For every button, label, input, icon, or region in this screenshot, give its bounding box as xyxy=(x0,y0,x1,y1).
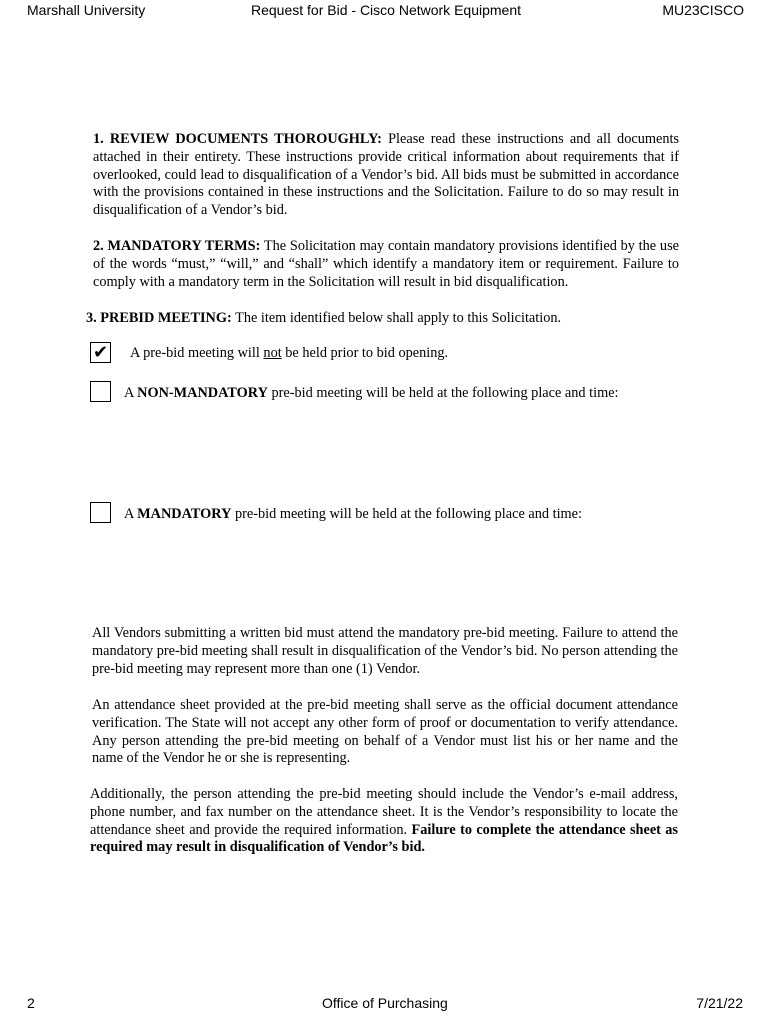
header-title: Request for Bid - Cisco Network Equipment xyxy=(251,2,521,18)
paragraph-additional-info-text: Additionally, the person attending the pre-bid meeting should include the Vendor’s e-mail address, phone number, and fax number on the attendance sheet. It is the Vendor’s responsibility to locate the attendance sheet and provide the required information. xyxy=(90,786,678,838)
page-number: 2 xyxy=(27,995,35,1011)
footer-date: 7/21/22 xyxy=(696,995,743,1011)
option-no-prebid-underlined: not xyxy=(263,345,282,361)
section-review-text: Please read these instructions and all documents attached in their entirety. These instructions provide critical information about requirements that if overlooked, could lead to disqualification of a Vendor’s bid. All bids must be submitted in accordance with the provisions contained in these instructions and the Solicitation. Failure to do so may result in disqualification of a Vendor’s bid. xyxy=(93,131,679,219)
header-left: Marshall University xyxy=(27,2,146,18)
section-review xyxy=(93,131,679,220)
paragraph-attendance-requirement: All Vendors submitting a written bid must attend the mandatory pre-bid meeting. Failure to attend the mandatory pre-bid meeting shall result in disqualification of the Vendor’s bid. No person attending the pre-bid meeting may represent more than one (1) Vendor. xyxy=(92,625,678,677)
paragraph-attendance-sheet: An attendance sheet provided at the pre-bid meeting shall serve as the official document attendance verification. The State will not accept any other form of proof or documentation to verify attendance. Any person attending the pre-bid meeting on behalf of a Vendor must list his or her name and the name of the Vendor he or she is representing. xyxy=(92,697,678,767)
option-non-mandatory-bold: NON-MANDATORY xyxy=(137,385,268,401)
option-non-mandatory-prefix: A xyxy=(124,385,134,401)
section-prebid xyxy=(86,310,561,327)
checkbox-non-mandatory-meeting[interactable] xyxy=(90,381,111,402)
section-mandatory-terms xyxy=(93,238,679,291)
option-mandatory-bold: MANDATORY xyxy=(137,506,232,522)
option-mandatory-prefix: A xyxy=(124,506,134,522)
paragraph-additional-info-warning: Failure to complete the attendance sheet as required may result in disqualification of Vendor’s bid. xyxy=(90,821,678,856)
paragraph-additional-info xyxy=(90,786,678,857)
option-non-mandatory-label xyxy=(124,385,619,402)
checkbox-mandatory-meeting[interactable] xyxy=(90,502,111,523)
section-mandatory-terms-heading: 2. MANDATORY TERMS: xyxy=(93,238,261,254)
section-mandatory-terms-text: The Solicitation may contain mandatory provisions identified by the use of the words “must,” “will,” and “shall” which identify a mandatory item or requirement. Failure to comply with a mandatory term in the Solicitation will result in bid disqualification. xyxy=(93,238,679,290)
option-no-prebid-after: be held prior to bid opening. xyxy=(285,345,449,361)
section-prebid-heading: 3. PREBID MEETING: xyxy=(86,310,232,326)
option-no-prebid-before: A pre-bid meeting will xyxy=(130,345,260,361)
footer-office: Office of Purchasing xyxy=(322,995,448,1011)
section-prebid-text: The item identified below shall apply to this Solicitation. xyxy=(235,310,562,326)
checkbox-no-prebid-meeting[interactable] xyxy=(90,342,111,363)
option-mandatory-rest: pre-bid meeting will be held at the following place and time: xyxy=(234,506,582,522)
option-non-mandatory-rest: pre-bid meeting will be held at the following place and time: xyxy=(271,385,619,401)
section-review-heading: 1. REVIEW DOCUMENTS THOROUGHLY: xyxy=(93,131,382,147)
checkmark-icon: ✔ xyxy=(92,342,109,363)
option-mandatory-label xyxy=(124,506,582,523)
option-no-prebid-label xyxy=(130,345,448,362)
header-doc-id: MU23CISCO xyxy=(662,2,744,18)
